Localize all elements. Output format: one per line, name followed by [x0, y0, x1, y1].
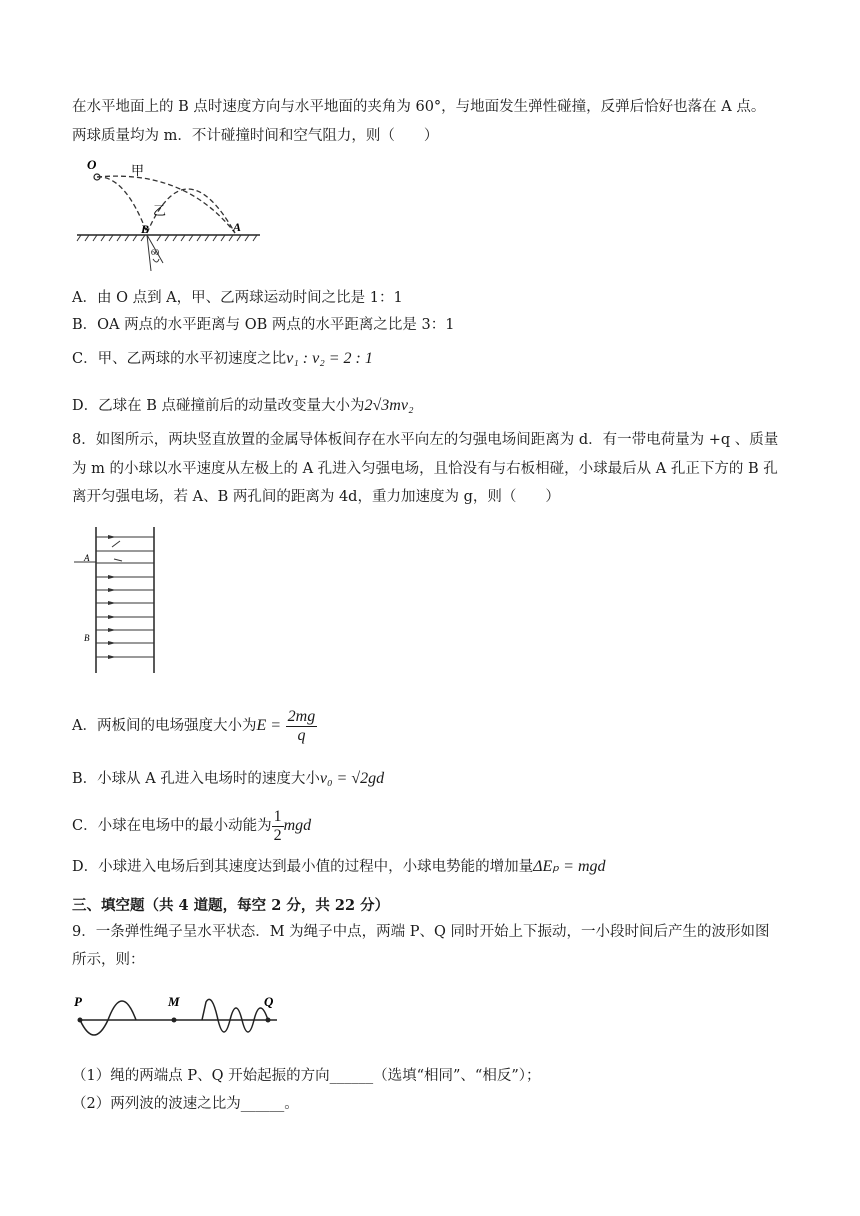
q8-option-c-tail: mgd — [283, 817, 312, 834]
q7-option-c-math: v₁ : v₂ = 2 : 1 — [286, 350, 373, 367]
q7-option-d-text: D．乙球在 B 点碰撞前后的动量改变量大小为 — [72, 398, 365, 414]
q8-line3: 离开匀强电场，若 A、B 两孔间的距离为 4d，重力加速度为 g，则（ ） — [72, 489, 560, 505]
q9-line2: 所示，则： — [72, 952, 145, 968]
q7-option-a: A．由 O 点到 A，甲、乙两球运动时间之比是 1：1 — [72, 290, 403, 306]
q7-option-d-math: 2√3mv₂ — [364, 397, 414, 414]
q8-option-d-text: D．小球进入电场后到其速度达到最小值的过程中，小球电势能的增加量 — [72, 859, 534, 875]
q7-label-b: B — [141, 222, 150, 236]
q7-projectile-figure — [75, 155, 265, 285]
q9-label-q: Q — [264, 994, 274, 1009]
q8-option-b-text: B．小球从 A 孔进入电场时的速度大小 — [72, 771, 320, 787]
q8-label-b: B — [84, 633, 90, 643]
q9-sub2: （2）两列波的波速之比为______。 — [72, 1096, 299, 1112]
q8-option-a-fraction — [286, 708, 318, 745]
q7-option-c — [72, 349, 373, 369]
q8-line2: 为 m 的小球以水平速度从左极上的 A 孔进入匀强电场，且恰没有与右板相碰，小球最后从 A 孔正下方的 B 孔 — [72, 461, 778, 477]
q7-option-d — [72, 396, 414, 416]
q7-label-a: A — [233, 220, 242, 234]
q8-option-a-num: 2mg — [287, 707, 316, 725]
q7-label-o: O — [87, 157, 97, 172]
q9-label-p: P — [74, 994, 82, 1009]
q8-label-a: A — [84, 553, 90, 563]
q8-line1: 8．如图所示，两块竖直放置的金属导体板间存在水平向左的匀强电场间距离为 d．有一带电荷量为 +q 、质量 — [72, 432, 779, 448]
q7-label-yi: 乙 — [153, 203, 167, 218]
q8-option-a-text: A．两板间的电场强度大小为 — [72, 718, 257, 734]
q8-option-b — [72, 769, 384, 789]
q8-option-c-fraction — [272, 808, 284, 845]
q8-option-d-math: ΔEₚ = mgd — [533, 858, 606, 875]
q8-option-c-den: 2 — [273, 826, 282, 844]
q7-option-b: B．OA 两点的水平距离与 OB 两点的水平距离之比是 3：1 — [72, 317, 455, 333]
q8-option-c-num: 1 — [273, 807, 282, 825]
q8-option-a-den: q — [297, 726, 306, 744]
q7-intro-line2: 两球质量均为 m．不计碰撞时间和空气阻力，则（ ） — [72, 128, 439, 144]
q7-label-angle: 60 — [151, 248, 159, 257]
q9-line1: 9．一条弹性绳子呈水平状态．M 为绳子中点，两端 P、Q 同时开始上下振动，一小段时间后产生的波形如图 — [72, 924, 770, 940]
q7-label-jia: 甲 — [131, 163, 145, 178]
q9-wave-figure — [72, 988, 282, 1044]
q8-option-d — [72, 857, 606, 877]
q8-option-a-lhs: E = — [256, 717, 282, 734]
q7-option-c-text: C．甲、乙两球的水平初速度之比 — [72, 351, 287, 367]
q8-option-c — [72, 804, 311, 848]
q8-option-a — [72, 704, 317, 748]
q8-option-c-text: C．小球在电场中的最小动能为 — [72, 818, 272, 834]
q7-intro-line1: 在水平地面上的 B 点时速度方向与水平地面的夹角为 60°，与地面发生弹性碰撞，反弹后恰好也落在 A 点。 — [72, 99, 766, 115]
q9-sub1: （1）绳的两端点 P、Q 开始起振的方向______（选填“相同”、“相反”）； — [72, 1068, 541, 1084]
section3-heading: 三、填空题（共 4 道题，每空 2 分，共 22 分） — [72, 897, 390, 914]
q8-option-b-math: v₀ = √2gd — [319, 770, 385, 787]
q9-label-m: M — [168, 994, 180, 1009]
q8-field-figure — [72, 525, 162, 675]
